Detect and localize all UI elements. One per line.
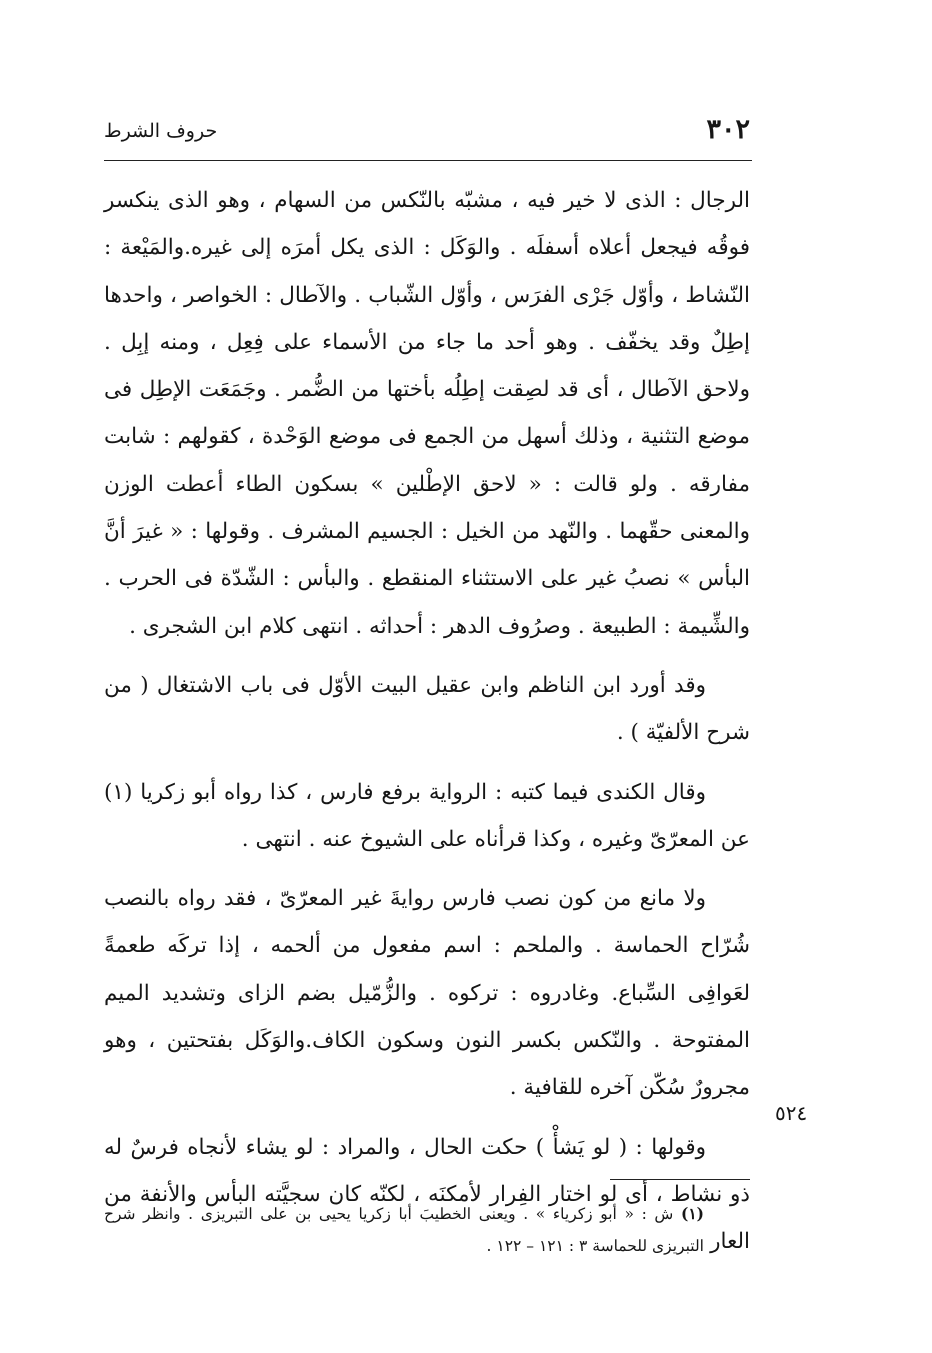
paragraph: ولا مانع من كون نصب فارس روايةَ غير المعرّىّ ، فقد رواه بالنصب شُرّاح الحماسة . والملحم : اسم مفعول من ألحمه ، إذا تركَه طعمةً لعَوافِى السِّباع. وغادروه : تركوه . والزُّمّيل بضم الزاى وتشديد الميم المفتوحة . والنّكس بكسر النون وسكون الكاف.والوَكَل بفتحتين ، وهو مجرورٌ سُكّن آخره للقافية . (104, 886, 750, 1101)
footnote (104, 1198, 704, 1262)
footnote-text: ش : « أبو زكرياء » . ويعنى الخطيبَ أبا زكريا يحيى بن على التبريزى . وانظر شرح التبريزى للحماسة ٣ : ١٢١ – ١٢٢ . (104, 1205, 704, 1255)
margin-page-number: ٥٢٤ (775, 1101, 808, 1125)
running-title: حروف الشرط (104, 120, 218, 142)
main-text (104, 177, 750, 1266)
page-header (104, 114, 750, 154)
paragraph: وقال الكندى فيما كتبه : الرواية برفع فارس ، كذا رواه أبو زكريا (١) عن المعرّىّ وغيره ، وكذا قرأناه على الشيوخ عنه . انتهى . (104, 779, 750, 852)
footnote-marker: (١) (680, 1204, 704, 1223)
paragraph: وقد أورد ابن الناظم وابن عقيل البيت الأوّل فى باب الاشتغال ( من شرح الألفيّة ) . (104, 672, 750, 746)
paragraph: وقولها : ( لو يَشأْ ) حكت الحال ، والمراد : لو يشاء لأنجاه فرسٌ له ذو نشاط ، أى لو اختار الفِرار لأمكنَه ، لكنّه كان سجيَّته البأس والأنفة من العار (104, 1134, 750, 1255)
header-rule (104, 160, 752, 161)
page-number: ٣٠٢ (706, 114, 750, 145)
footnote-rule (610, 1179, 750, 1180)
paragraph: الرجال : الذى لا خير فيه ، مشبّه بالنّكس من السهام ، وهو الذى ينكسر فوقُه فيجعل أعلاه أسفلَه . والوَكَل : الذى يكل أمرَه إلى غيره.والمَيْعة : النّشاط ، وأوّل جَرْى الفرَس ، وأوّل الشّباب . والآطال : الخواصر ، واحدها إطِلٌ وقد يخفّف . وهو أحد ما جاء من الأسماء على فِعِل ، ومنه إبِل . ولاحق الآطال ، أى قد لصِقت إطِلُه بأختها من الضُّمر . وجَمَعَت الإطِل فى موضع التثنية ، وذلك أسهل من الجمع فى موضع الوَحْدة ، كقولهم : شابت مفارقه . ولو قالت : « لاحق الإطْلين » بسكون الطاء أعطت الوزن والمعنى حقّهما . والنّهد من الخيل : الجسيم المشرف . وقولها : « غيرَ أنَّ البأس » نصبُ غير على الاستثناء المنقطع . والبأس : الشّدّة فى الحرب . والشِّيمة : الطبيعة . وصرُوف الدهر : أحداثه . انتهى كلام ابن الشجرى . (104, 188, 750, 639)
